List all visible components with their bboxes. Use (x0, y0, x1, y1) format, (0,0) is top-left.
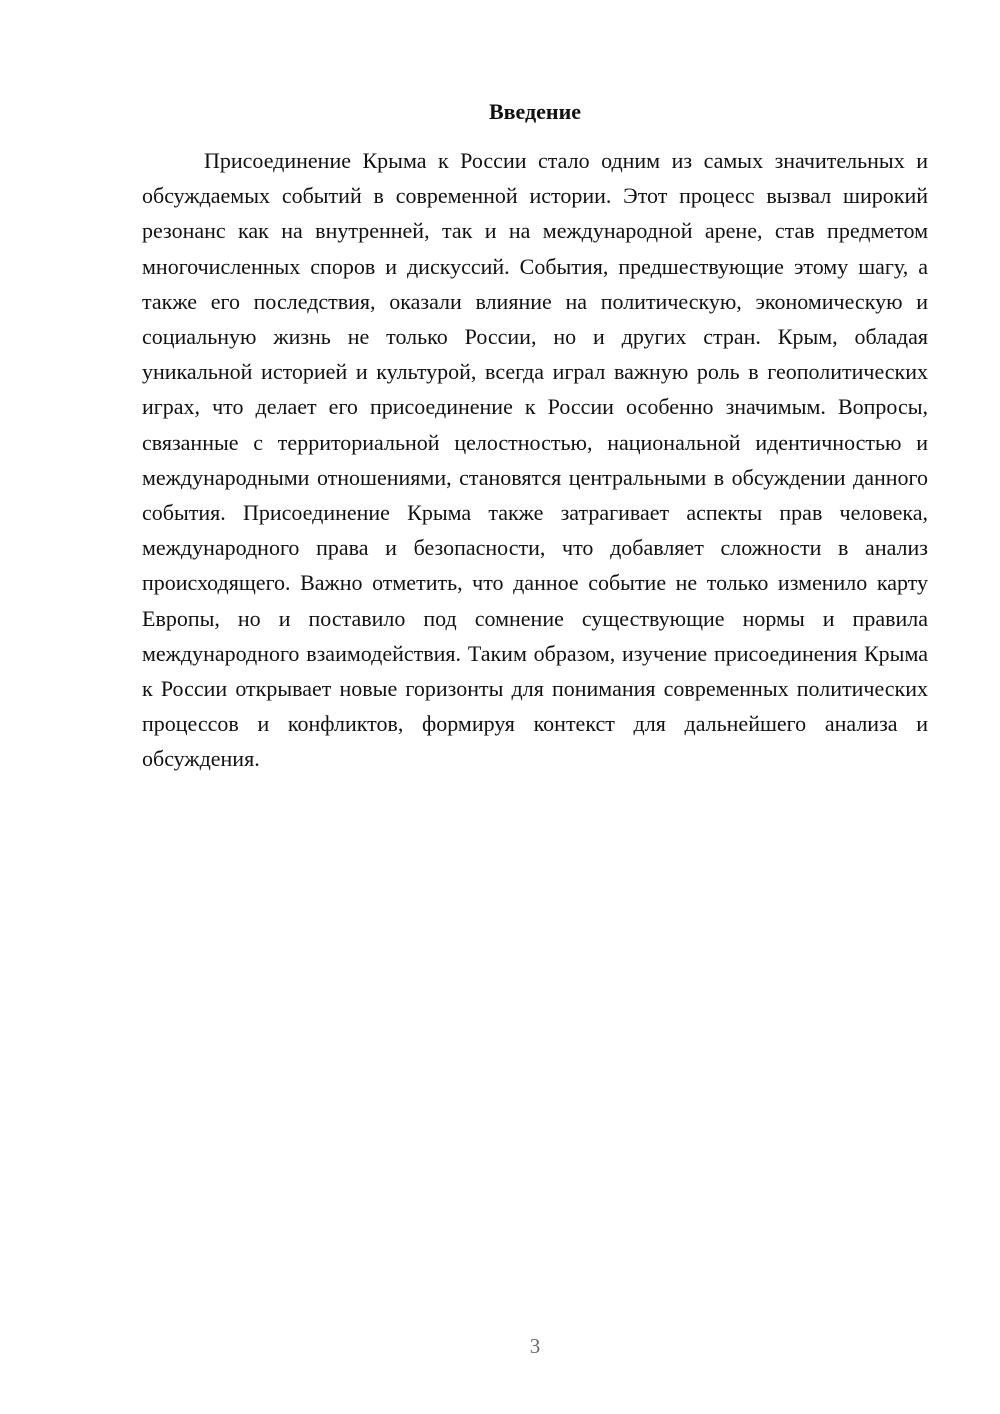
page-number: 3 (529, 1334, 541, 1358)
body-paragraph: Присоединение Крыма к России стало одним из самых значительных и обсуждаемых событий в современной истории. Этот процесс вызвал широкий резонанс как на внутренней, так и на международной арене, став предметом многочисленных споров и дискуссий. События, предшествующие этому шагу, а также его последствия, оказали влияние на политическую, экономическую и социальную жизнь не только России, но и других стран. Крым, обладая уникальной историей и культурой, всегда играл важную роль в геополитических играх, что делает его присоединение к России особенно значимым. Вопросы, связанные с территориальной целостностью, национальной идентичностью и международными отношениями, становятся центральными в обсуждении данного события. Присоединение Крыма также затрагивает аспекты прав человека, международного права и безопасности, что добавляет сложности в анализ происходящего. Важно отметить, что данное событие не только изменило карту Европы, но и поставило под сомнение существующие нормы и правила международного взаимодействия. Таким образом, изучение присоединения Крыма к России открывает новые горизонты для понимания современных политических процессов и конфликтов, формируя контекст для дальнейшего анализа и обсуждения. (142, 148, 928, 772)
section-heading: Введение (488, 99, 582, 124)
